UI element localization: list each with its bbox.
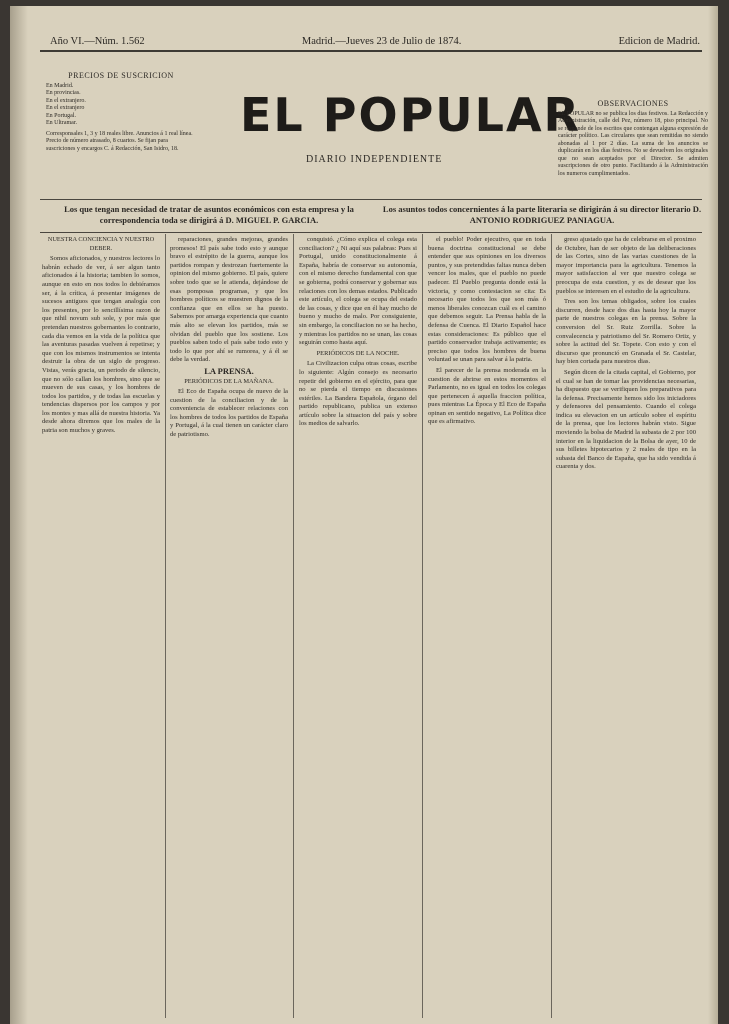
issue-number: Año VI.—Núm. 1.562 [50,36,145,47]
newspaper-page [10,6,718,1024]
price-rows [46,83,196,128]
column-divider [165,234,166,1018]
issue-header [50,36,700,47]
banner-left: Los que tengan necesidad de tratar de asuntos económicos con esta empresa y la correspondencia toda se dirigirá á D. MIGUEL P. GARCIA. [64,204,354,225]
price-row-label: En Madrid. [46,82,74,89]
page-edge-shadow [10,6,28,1024]
observaciones-title: OBSERVACIONES [597,99,669,108]
column-3 [299,236,417,1016]
price-row [46,83,196,91]
article-text: El Eco de España ocupa de nuevo de la cuestion de la conciliacion y de la conveniencia de establecer relaciones con los hombres de todos los partidos de España y Portugal, á la cual tienen un carácter claro de patriotismo. [170,388,288,439]
price-row [46,113,196,121]
price-row-label: En el extranjero. [46,97,86,104]
article-text: Tres son los temas obligados, sobre los cuales discurren, desde hace dos dias hasta hoy la mayor parte de nuestros colegas en la prensa. Sobre la conversion del Sr. Ruiz Zorrilla. Sobre la convalecencia y patriotismo del Sr. Romero Ortiz, y sobre la actitud del Sr. Topete. Con esto y con el discurso que pronunció en Granada el Sr. Castelar, hay bien cortada para nuestros dias. [556,298,696,366]
column-divider [551,234,552,1018]
observaciones-text: EL POPULAR no se publica los dias festivos. La Redacción y Administración, calle del Pez, número 18, piso principal. No se responde de los escritos que contengan alguna expresión de carácter político. Las circulares que sean remitidas no siendo abonadas al 1 por 2 días. La suma de los anuncios se duplicarán en los días festivos. No se devuelven los originales que no sean aceptados por el Director. Se admiten suscripciones de otro punto. Facilitando á la Administración los numeros cumplimentados. [558,110,708,177]
price-row-label: En provincias. [46,90,81,96]
observaciones-box [558,100,708,178]
article-text: El parecer de la prensa moderada en la cuestion de abrirse en estos momentos el Parlamento, no es igual en todos los colegas que pertenecen á aquella fraccion política, pues mientras La Época y El Eco de España opinan en sentido negativo, La Política dice que es afirmativo. [428,366,546,426]
issue-date: Madrid.—Jueves 23 de Julio de 1874. [301,36,462,47]
banner-top-rule [40,199,702,200]
section-heading-prensa: LA PRENSA. [204,365,254,376]
edition-label: Edicion de Madrid. [618,36,700,47]
subsection-heading: PERIÓDICOS DE LA MAÑANA. [184,377,274,385]
subsection-heading: PERIÓDICOS DE LA NOCHE. [316,349,400,357]
price-row [46,120,196,128]
article-text: Somos aficionados, y nuestros lectores lo habrán echado de ver, á ser algun tanto aficionados á la historia; tambien lo somos, aunque en esto en nos todos lo debiéramos ser, á la crítica, á presentar imágenes de sucesos antiguos que tengan analogía con los presentes, por lo sencillísima razon de que nihil novum sub sole, y por más que pretendan nuestros gobernantes lo contrario, cada dia vemos en la vida de la política que las aventuras pasadas vuelven á repetirse; y que con los mismos instrumentos se intenta destruir la obra de un siglo de progreso. Vistas, verás gracia, un periodo de silencio, que no sólo callan los hombres, sino que se mueven de sus casas, y los hombres de todos los partidos, y de todas las escuelas y tendencias dispersos por los campos y por los montes y mas allá de nuestra historia. Ya desde ahora diremos que los males de la patria son muchos y graves. [42,255,160,435]
column-1 [42,236,160,1016]
article-heading: NUESTRA CONCIENCIA Y NUESTRO DEBER. [47,236,155,252]
page-edge-shadow-right [708,6,718,1024]
price-row [46,98,196,106]
masthead-subtitle: DIARIO INDEPENDIENTE [306,154,443,165]
column-divider [422,234,423,1018]
price-row [46,90,196,98]
column-5 [556,236,696,1016]
column-4 [428,236,546,1016]
prices-note: Corresponsales 1, 3 y 18 reales libre. Anuncios á 1 real línea. Precio de número atrasado, 8 cuartos. Se fijan para suscriciones y encargos C. á Redacción, San Isidro, 18. [46,130,193,152]
price-row-label: En el extranjero [46,105,85,111]
article-text: greso ajustado que ha de celebrarse en el proximo de Octubre, han de ser objeto de las deliberaciones de las Cortes, sino de las varias cuestiones de la mayor importancia para la agricultura. Tenemos la mayor satisfaccion al ver que nuestro colega se preocupa de esta cuestion, y es de desear que los pueblos se interesen en el estudio de la agricultura. [556,236,696,295]
article-text: Según dicen de la citada capital, el Gobierno, por el cual se han de tomar las providencias necesarias, ha dispuesto que se verifiquen los preparativos para la defensa. Precisamente hemos sido los iniciadores y defensores del pensamiento. Cuando el colega indica su elevacion en un artículo sobre el espíritu de la prensa, que los lectores habrán visto. Sigue moviendo la bolsa de Madrid la subasta de 2 por 100 interior en la liquidacion de la Bolsa de ayer, 10 de sus billetes hipotecarios y 2 reales de tipo en la subasta del Banco de España, que ha sido vendida á cuarenta y dos. [556,368,696,471]
prices-title: PRECIOS DE SUSCRICION [68,71,174,80]
price-row [46,105,196,113]
price-row-label: En Portugal. [46,112,76,119]
column-divider [293,234,294,1018]
banner-bottom-rule [40,232,702,233]
article-text: reparaciones, grandes mejoras, grandes promesos! El país sabe todo esto y aunque bravo el estrépito de la guerra, aunque los partidos rompan y destrozan fuertemente la opinion del mismo gobierno. El país, quiere sobre todo que se le atienda, dejándose de esas pomposas programas, y que los hombres políticos se muestren dignos de la confianza que en ellos se ha puesto. Sabemos por amarga experiencia que cuanto más alto se elevan los partidos, más se olvidan del pueblo que los sostiene. Los pueblos saben todo el país sabe todo esto y todo lo que por ahí se rumorea, y á él se debe la verdad. [170,236,288,364]
article-text: el pueblo! Poder ejecutivo, que en toda buena doctrina constitucional se debe entender que sus opiniones en los diversos puntos, y sus pretendidas faltas nunca deben vencer los males, que el pueblo no puede padecer. El Pueblo pregunta donde está la victoria, y como contestacion se cita: Es necesario que todos los que son más ó menos liberales conozcan cuál es el camino que debemos seguir. La Prensa habla de la defensa de Cuenca. El Diario Español hace estas consideraciones: Es público que el partido conservador trabaja activamente; es preciso que todos los hombres de buena voluntad se unan para salvar á la patria. [428,236,546,364]
article-text: La Civilizacion culpa otras cosas, escribe lo siguiente: Algún consejo es necesario repetir del gobierno en el ejército, para que no se pierda el tiempo en discusiones estériles. La Bandera Española, órgano del partido republicano, publica un extenso artículo sobre la situacion del país y sobre los medios de salvarlo. [299,360,417,428]
banner-right: Los asuntos todos concernientes á la parte literaria se dirigirán á su director literario D. ANTONIO RODRIGUEZ PANIAGUA. [382,204,702,225]
column-2 [170,236,288,1016]
prices-box [46,72,196,153]
article-text: conquistó. ¿Cómo explica el colega esta conciliacion? ¿ Ni aquí sus palabras: Pues si Portugal, unido constitucionalmente á España, habría de conservar su autonomía, con el mismo derecho fundamental con que se gobierna, podrá conservar y gobernar sus relaciones con los demas estados. Publicado este artículo, el colega se ocupa del estado de las cosas, y dice que en él hay mucho de bueno y mucho de malo. Por consiguiente, sin embargo, la conciliacion no se ha hecho, y mientras los partidos no se unan, las cosas seguirán como hasta aquí. [299,236,417,347]
header-rule [40,50,702,52]
masthead-title: EL POPULAR [240,88,581,142]
price-row-label: En Ultramar. [46,120,77,126]
